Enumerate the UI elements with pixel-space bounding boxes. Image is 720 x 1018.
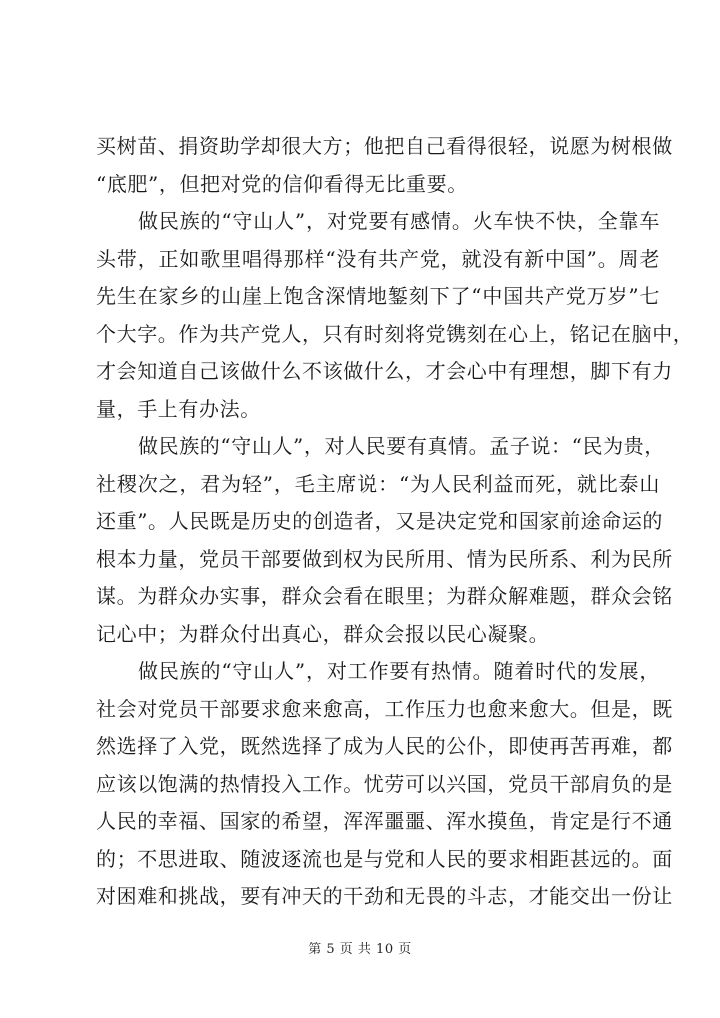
text-line: 谋。为群众办实事，群众会看在眼里；为群众解难题，群众会铭 xyxy=(96,584,673,608)
body-text xyxy=(96,128,694,916)
text-line: 头带，正如歌里唱得那样“没有共产党，就没有新中国”。周老 xyxy=(96,246,660,271)
text-line: 买树苗、捐资助学却很大方；他把自己看得很轻，说愿为树根做 xyxy=(96,134,673,158)
text-line: 人民的幸福、国家的希望，浑浑噩噩、浑水摸鱼，肯定是行不通 xyxy=(96,809,673,833)
text-line: 做民族的“守山人”，对工作要有热情。随着时代的发展， xyxy=(138,659,660,683)
text-line: “底肥”，但把对党的信仰看得无比重要。 xyxy=(96,171,468,196)
text-line: 才会知道自己该做什么不该做什么，才会心中有理想，脚下有力 xyxy=(96,359,673,383)
text-line: 记心中；为群众付出真心，群众会报以民心凝聚。 xyxy=(96,621,550,646)
text-line: 应该以饱满的热情投入工作。忧劳可以兴国，党员干部肩负的是 xyxy=(96,771,673,796)
text-line: 的；不思进取、随波逐流也是与党和人民的要求相距甚远的。面 xyxy=(96,846,673,871)
text-line: 做民族的“守山人”，对人民要有真情。孟子说：“民为贵， xyxy=(138,434,665,458)
text-line: 先生在家乡的山崖上饱含深情地錾刻下了“中国共产党万岁”七 xyxy=(96,284,660,308)
text-line: 量，手上有办法。 xyxy=(96,396,261,421)
page-number-footer: 第 5 页 共 10 页 xyxy=(308,942,412,957)
text-line: 社会对党员干部要求愈来愈高，工作压力也愈来愈大。但是，既 xyxy=(96,696,673,721)
text-line: 然选择了入党，既然选择了成为人民的公仆，即使再苦再难，都 xyxy=(96,734,673,758)
text-line: 对困难和挑战，要有冲天的干劲和无畏的斗志，才能交出一份让 xyxy=(96,884,673,908)
text-line: 还重”。人民既是历史的创造者，又是决定党和国家前途命运的 xyxy=(96,509,664,533)
text-line: 做民族的“守山人”，对党要有感情。火车快不快，全靠车 xyxy=(138,209,660,233)
text-line: 根本力量，党员干部要做到权为民所用、情为民所系、利为民所 xyxy=(96,546,673,571)
text-line: 个大字。作为共产党人，只有时刻将党镌刻在心上，铭记在脑中， xyxy=(96,321,694,346)
text-line: 社稷次之，君为轻”，毛主席说：“为人民利益而死，就比泰山 xyxy=(96,471,660,496)
